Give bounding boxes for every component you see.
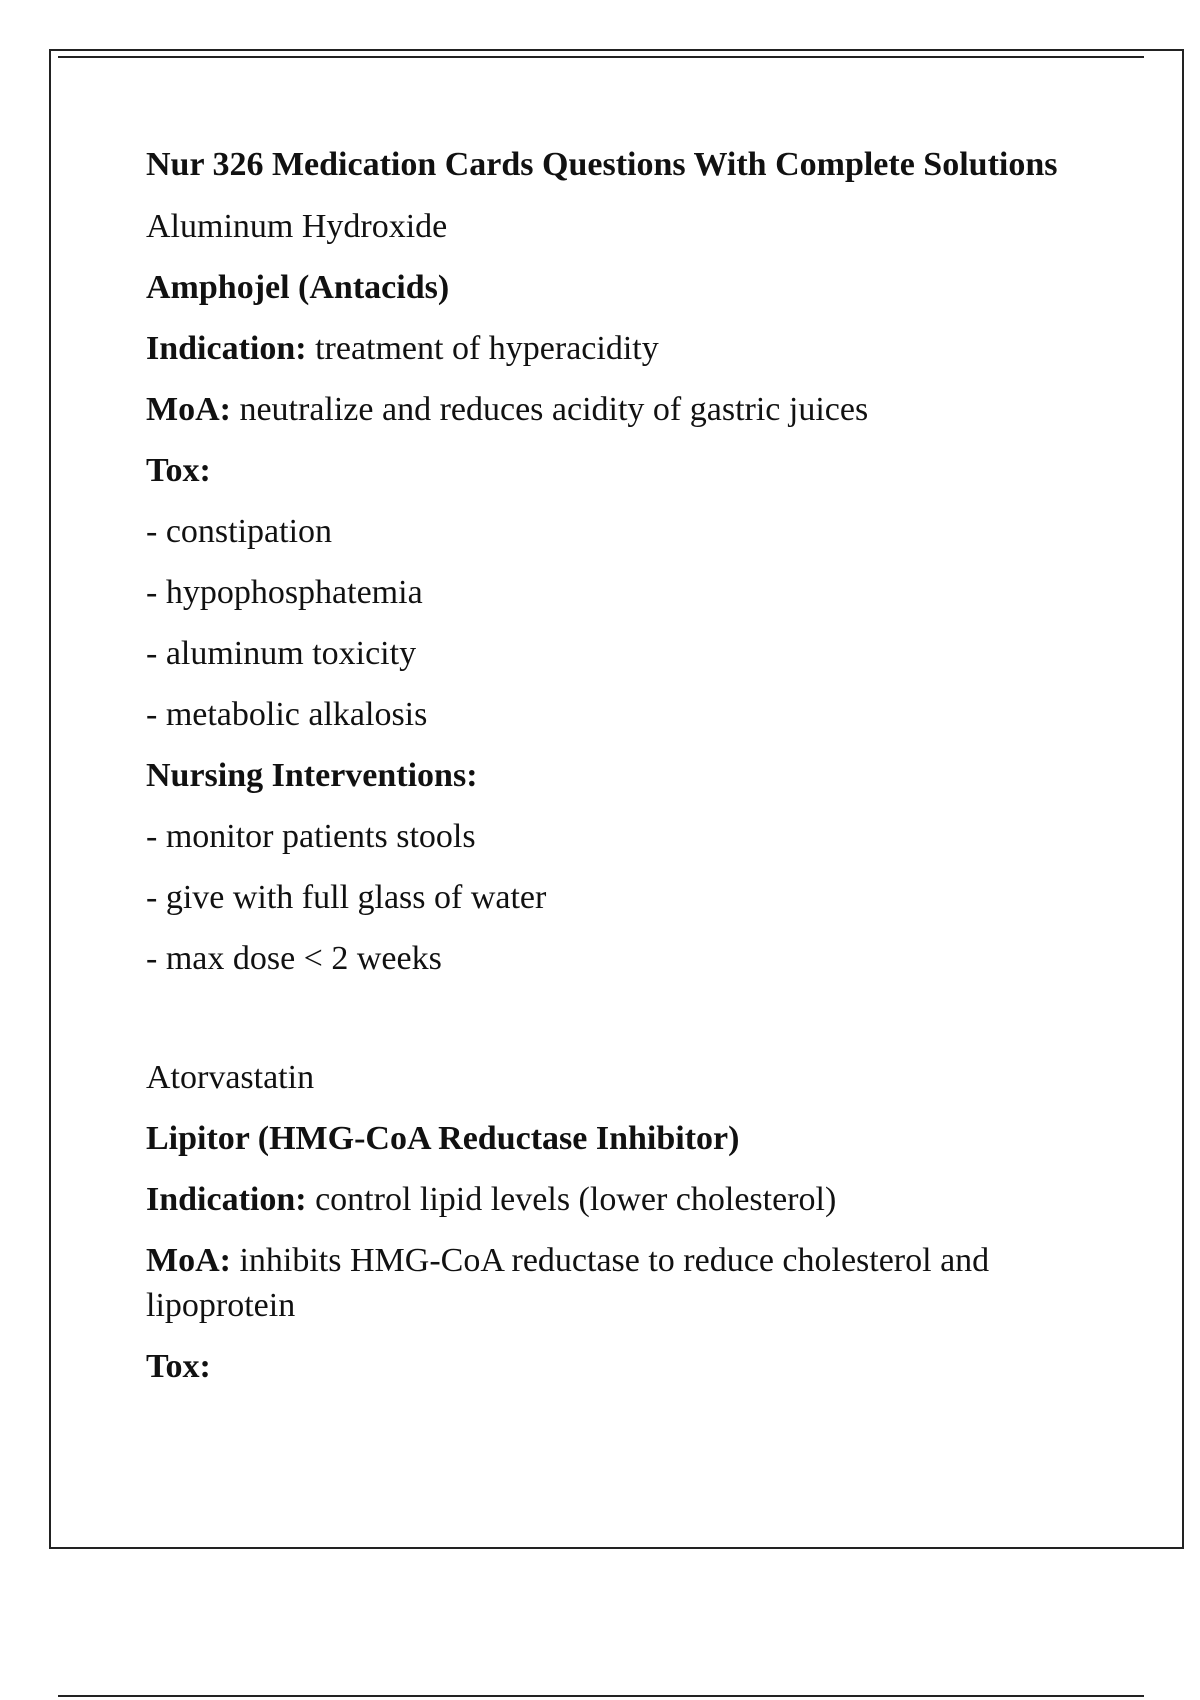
- moa-text: neutralize and reduces acidity of gastric juices: [230, 391, 869, 428]
- document-title: Nur 326 Medication Cards Questions With Complete Solutions: [146, 146, 1058, 183]
- tox-label: Tox:: [146, 452, 211, 489]
- intervention-item: - monitor patients stools: [146, 818, 476, 855]
- indication-label: Indication:: [146, 330, 307, 367]
- moa-label: MoA:: [146, 1242, 231, 1279]
- indication-text: treatment of hyperacidity: [306, 330, 659, 367]
- tox-item: - hypophosphatemia: [146, 574, 423, 611]
- tox-item: - constipation: [146, 513, 333, 550]
- intervention-item: - max dose < 2 weeks: [146, 940, 442, 977]
- moa-label: MoA:: [146, 391, 231, 428]
- brand-name: Lipitor (HMG-CoA Reductase Inhibitor): [146, 1120, 740, 1157]
- section-gap: [146, 997, 1086, 1055]
- intervention-item: - give with full glass of water: [146, 879, 547, 916]
- medication-card-atorvastatin: [146, 1055, 1086, 1389]
- interventions-label: Nursing Interventions:: [146, 757, 478, 794]
- tox-label: Tox:: [146, 1348, 211, 1385]
- moa-line: [146, 1238, 1086, 1328]
- tox-item: - aluminum toxicity: [146, 635, 417, 672]
- indication-text: control lipid levels (lower cholesterol): [306, 1181, 837, 1218]
- brand-name: Amphojel (Antacids): [146, 269, 450, 306]
- medication-card-aluminum-hydroxide: [146, 204, 1086, 981]
- moa-text: inhibits HMG-CoA reductase to reduce cholesterol and lipoprotein: [146, 1242, 990, 1324]
- indication-line: [146, 1177, 1086, 1222]
- indication-label: Indication:: [146, 1181, 307, 1218]
- indication-line: [146, 326, 1086, 371]
- moa-line: [146, 387, 1086, 432]
- document-content: [146, 142, 1086, 1405]
- generic-name: Atorvastatin: [146, 1059, 315, 1096]
- bottom-rule: [58, 1695, 1144, 1697]
- generic-name: Aluminum Hydroxide: [146, 208, 448, 245]
- tox-item: - metabolic alkalosis: [146, 696, 428, 733]
